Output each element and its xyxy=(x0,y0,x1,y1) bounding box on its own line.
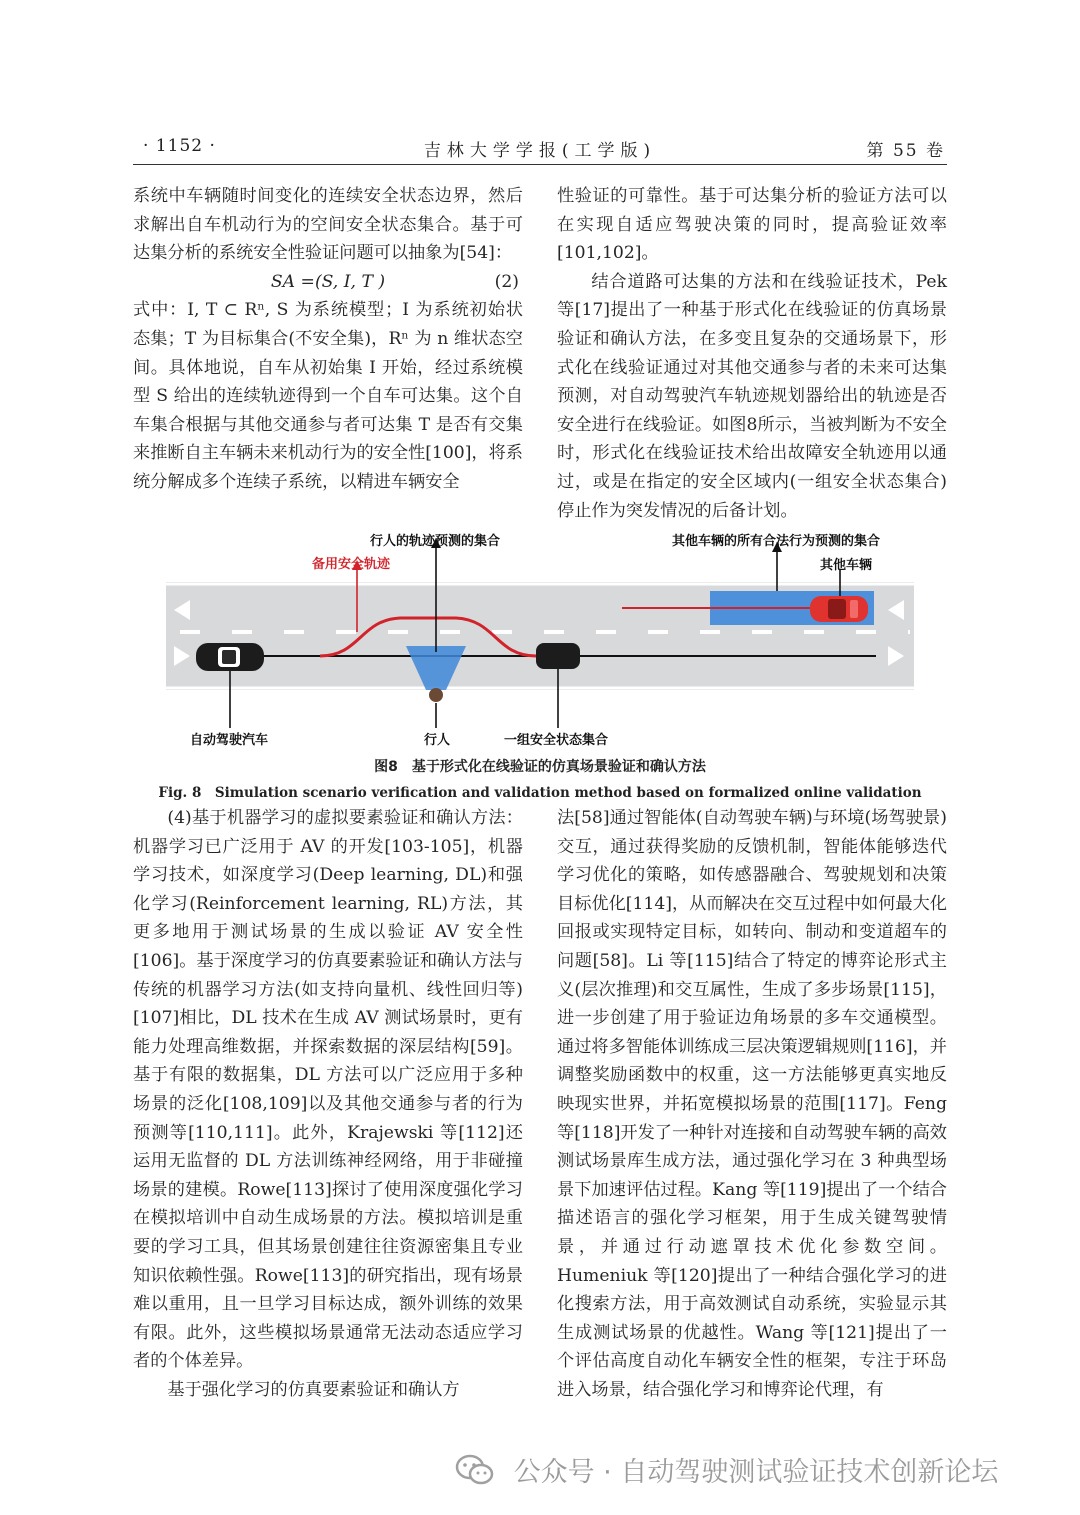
watermark xyxy=(455,1450,998,1494)
pedestrian-icon xyxy=(429,688,443,702)
paragraph: 法[58]通过智能体(自动驾驶车辆)与环境(场驾驶景)交互，通过获得奖励的反馈机制，智能体能够迭代学习优化的策略，如传感器融合、驾驶规划和决策目标优化[114]，从而解决在交互过程中如何最大化回报或实现特定目标，如转向、制动和变道超车的问题[58]。Li 等[115]结合了特定的博弈论形式主义(层次推理)和交互属性，生成了多步场景[115]，进一步创建了用于验证边角场景的多车交通模型。通过将多智能体训练成三层决策逻辑规则[116]，并调整奖励函数中的权重，这一方法能够更真实地反映现实世界，并拓宽模拟场景的范围[117]。Feng 等[118]开发了一种针对连接和自动驾驶车辆的高效测试场景库生成方法，通过强化学习在 3 种典型场景下加速评估过程。Kang 等[119]提出了一个结合描述语言的强化学习框架，用于生成关键驾驶情景，并通过行动遮罩技术优化参数空间。Humeniuk 等[120]提出了一种结合强化学习的进化搜索方法，用于高效测试自动系统，实验显示其生成测试场景的优越性。Wang 等[121]提出了一个评估高度自动化车辆安全性的框架，专注于环岛进入场景，结合强化学习和博弈论代理，有 xyxy=(557,808,947,1400)
figure-caption-en: Fig. 8 Simulation scenario verification and validation method based on formalized online validation xyxy=(158,785,922,801)
safe-state-set-marker xyxy=(536,643,580,669)
paragraph: 式中：I, T ⊂ Rⁿ, S 为系统模型；I 为系统初始状态集；T 为目标集合(不安全集)，Rⁿ 为 n 维状态空间。具体地说，自车从初始集 I 开始，经过系统模型 S 给出的连续轨迹得到一个自车可达集。这个自车集合根据与其他交通参与者可达集 T 是否有交集来推断自主车辆未来机动行为的安全性[100]，将系统分解成多个连续子系统，以精进车辆安全 xyxy=(133,300,523,492)
red-car-icon xyxy=(810,596,868,622)
label-pedestrian: 行人 xyxy=(424,733,451,748)
road-diagram xyxy=(160,528,920,753)
label-safe-state-set: 一组安全状态集合 xyxy=(504,733,609,748)
label-backup-trajectory: 备用安全轨迹 xyxy=(312,557,391,572)
label-other-vehicle: 其他车辆 xyxy=(820,558,873,573)
paragraph: 结合道路可达集的方法和在线验证技术，Pek 等[17]提出了一种基于形式化在线验证的仿真场景验证和确认方法，在多变且复杂的交通场景下，形式化在线验证通过对其他交通参与者的未来可达集预测，对自动驾驶汽车轨迹规划器给出的轨迹是否安全进行在线验证。如图8所示，当被判断为不安全时，形式化在线验证技术给出故障安全轨迹用以通过，或是在指定的安全区域内(一组安全状态集合)停止作为突发情况的后备计划。 xyxy=(557,271,947,521)
equation-text: SA =(S, I, T ) xyxy=(270,271,386,292)
label-pedestrian-set: 行人的轨迹预测的集合 xyxy=(370,534,501,549)
equation-number: (2) xyxy=(494,271,519,292)
equation-2 xyxy=(133,268,523,297)
figure-8 xyxy=(160,528,920,753)
page-number: · 1152 · xyxy=(143,136,216,156)
ego-car-icon xyxy=(196,643,264,671)
figure-caption-cn: 图8 基于形式化在线验证的仿真场景验证和确认方法 xyxy=(374,759,706,775)
header-rule xyxy=(133,164,947,165)
paragraph: 系统中车辆随时间变化的连续安全状态边界，然后求解出自车机动行为的空间安全状态集合。基于可达集分析的系统安全性验证问题可以抽象为[54]： xyxy=(133,186,523,264)
column-right-top xyxy=(557,182,947,525)
paragraph: 性验证的可靠性。基于可达集分析的验证方法可以在实现自适应驾驶决策的同时，提高验证效率[101,102]。 xyxy=(557,186,947,264)
column-left-bottom xyxy=(133,804,523,1404)
label-other-vehicles-set: 其他车辆的所有合法行为预测的集合 xyxy=(672,534,881,549)
journal-title: 吉林大学学报(工学版) xyxy=(423,141,657,161)
paragraph: (4)基于机器学习的虚拟要素验证和确认方法：机器学习已广泛用于 AV 的开发[103-105]，机器学习技术，如深度学习(Deep learning, DL)和强化学习(Reinforcement learning, RL)方法，其更多地用于测试场景的生成以验证 AV 安全性[106]。基于深度学习的仿真要素验证和确认方法与传统的机器学习方法(如支持向量机、线性回归等)[107]相比，DL 技术在生成 AV 测试场景时，更有能力处理高维数据，并探索数据的深层结构[59]。基于有限的数据集，DL 方法可以广泛应用于多种场景的泛化[108,109]以及其他交通参与者的行为预测等[110,111]。此外，Krajewski 等[112]还运用无监督的 DL 方法训练神经网络，用于非碰撞场景的建模。Rowe[113]探讨了使用深度强化学习在模拟培训中自动生成场景的方法。模拟培训是重要的学习工具，但其场景创建往往资源密集且专业知识依赖性强。Rowe[113]的研究指出，现有场景难以重用，且一旦学习目标达成，额外训练的效果有限。此外，这些模拟场景通常无法动态适应学习者的个体差异。 xyxy=(133,808,523,1372)
volume-number: 第 55 卷 xyxy=(866,141,945,161)
column-left-top xyxy=(133,182,523,497)
paragraph: 基于强化学习的仿真要素验证和确认方 xyxy=(167,1379,460,1400)
watermark-text: 公众号 · 自动驾驶测试验证技术创新论坛 xyxy=(513,1457,999,1488)
column-right-bottom xyxy=(557,804,947,1404)
wechat-icon xyxy=(455,1453,495,1487)
label-ego-vehicle: 自动驾驶汽车 xyxy=(190,733,269,748)
running-header xyxy=(133,132,947,162)
